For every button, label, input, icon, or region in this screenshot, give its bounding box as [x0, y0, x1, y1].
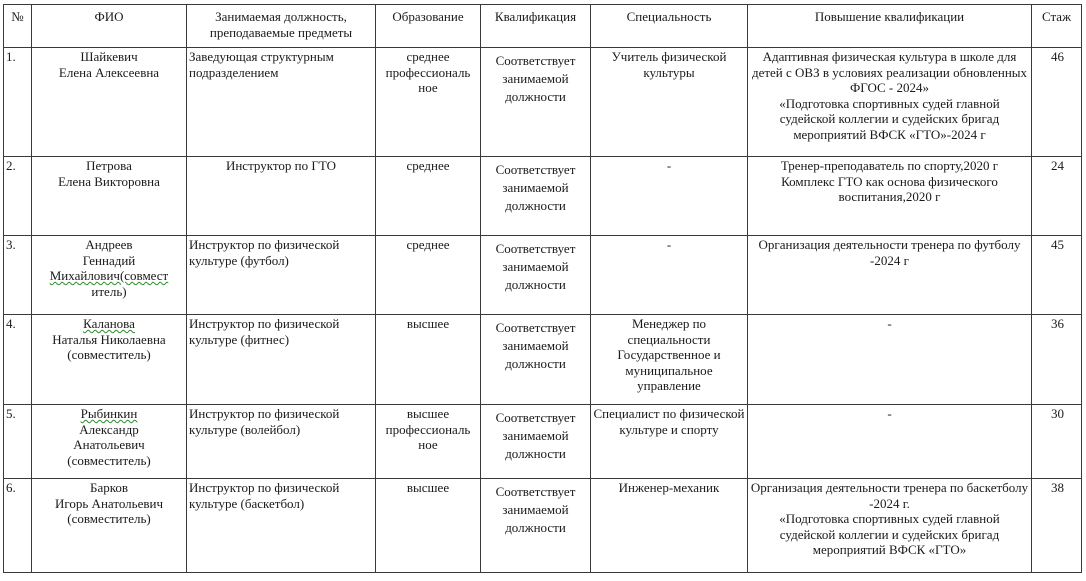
employee-experience: 24 [1032, 157, 1082, 236]
name-line: Барков [89, 480, 129, 495]
name-line: Александр [79, 421, 139, 437]
employee-name [32, 405, 187, 479]
header-num: № [4, 5, 32, 48]
qualification-line: занимаемой [502, 71, 569, 86]
employee-position: Инструктор по физической культуре (баскетбол) [187, 479, 376, 573]
education-line: профессиональ [385, 421, 471, 437]
row-number: 5. [4, 405, 32, 479]
name-line: Андреев [85, 237, 133, 252]
employee-position: Инструктор по физической культуре (фитнес) [187, 315, 376, 405]
qualification-line: должности [505, 356, 566, 371]
course-line: «Подготовка спортивных судей главной судейской коллегии и судейских бригад мероприятий ВФСК «ГТО»-2024 г [779, 95, 1000, 142]
qualification-line: Соответствует [495, 484, 576, 499]
header-name: ФИО [32, 5, 187, 48]
education-line: высшее [406, 316, 450, 331]
employee-qualification [481, 479, 591, 573]
employee-experience: 45 [1032, 236, 1082, 315]
qualification-line: должности [505, 277, 566, 292]
employee-name [32, 236, 187, 315]
qualification-line: занимаемой [502, 259, 569, 274]
course-line: Тренер-преподаватель по спорту,2020 г [780, 158, 999, 173]
employee-name [32, 157, 187, 236]
employee-specialty: Учитель физической культуры [591, 48, 748, 157]
education-line: среднее [406, 158, 450, 173]
qualification-line: Соответствует [495, 410, 576, 425]
qualification-line: должности [505, 89, 566, 104]
employee-education [376, 157, 481, 236]
name-line: Елена Викторовна [58, 173, 160, 189]
employee-qualification [481, 48, 591, 157]
employee-specialty: - [591, 157, 748, 236]
qualification-line: занимаемой [502, 502, 569, 517]
employee-position: Инструктор по физической культуре (футбол) [187, 236, 376, 315]
education-line: ное [418, 437, 438, 452]
employee-name [32, 479, 187, 573]
education-line: высшее [406, 480, 450, 495]
row-number: 2. [4, 157, 32, 236]
employee-qualification [481, 157, 591, 236]
header-qualification: Квалификация [481, 5, 591, 48]
education-line: среднее [406, 49, 450, 64]
education-line: профессиональ [385, 64, 471, 80]
qualification-line: Соответствует [495, 162, 576, 177]
employee-specialty: - [591, 236, 748, 315]
name-line: Каланова [83, 316, 135, 331]
employee-courses [748, 236, 1032, 315]
table-row [4, 157, 1082, 236]
header-education: Образование [376, 5, 481, 48]
education-line: высшее [406, 406, 450, 421]
row-number: 1. [4, 48, 32, 157]
name-line: Наталья Николаевна [52, 331, 166, 347]
course-line: Организация деятельности тренера по футболу -2024 г [758, 237, 1021, 268]
qualification-line: занимаемой [502, 338, 569, 353]
education-line: среднее [406, 237, 450, 252]
employee-specialty: Менеджер по специальности Государственное и муниципальное управление [591, 315, 748, 405]
employee-courses [748, 315, 1032, 405]
course-line: Адаптивная физическая культура в школе для детей с ОВЗ в условиях реализации обновленных ФГОС - 2024» [751, 49, 1028, 95]
employee-education [376, 405, 481, 479]
table-row [4, 405, 1082, 479]
row-number: 6. [4, 479, 32, 573]
employee-courses [748, 405, 1032, 479]
name-line: Анатольевич [73, 437, 145, 452]
table-row [4, 48, 1082, 157]
qualification-line: Соответствует [495, 241, 576, 256]
employee-education [376, 479, 481, 573]
employee-courses [748, 48, 1032, 157]
name-line: (совместитель) [67, 347, 151, 362]
employee-qualification [481, 315, 591, 405]
employee-experience: 38 [1032, 479, 1082, 573]
name-line: (совместитель) [67, 511, 151, 526]
qualification-line: должности [505, 446, 566, 461]
staff-table [3, 4, 1082, 573]
qualification-line: должности [505, 198, 566, 213]
name-line: Геннадий [82, 252, 136, 268]
employee-courses [748, 479, 1032, 573]
course-line: - [887, 406, 892, 421]
name-line: Елена Алексеевна [58, 64, 160, 80]
name-line: Петрова [86, 158, 132, 173]
name-line: Шайкевич [80, 49, 138, 64]
employee-education [376, 236, 481, 315]
employee-experience: 46 [1032, 48, 1082, 157]
employee-specialty: Специалист по физической культуре и спорту [591, 405, 748, 479]
name-line: Рыбинкин [80, 406, 138, 421]
name-line: (совместитель) [67, 452, 151, 468]
employee-position: Заведующая структурным подразделением [187, 48, 376, 157]
table-row [4, 236, 1082, 315]
course-line: - [887, 316, 892, 331]
table-row [4, 479, 1082, 573]
employee-courses [748, 157, 1032, 236]
employee-name [32, 48, 187, 157]
row-number: 3. [4, 236, 32, 315]
table-row [4, 315, 1082, 405]
name-line: Игорь Анатольевич [54, 495, 163, 511]
qualification-line: должности [505, 520, 566, 535]
employee-experience: 36 [1032, 315, 1082, 405]
education-line: ное [418, 80, 438, 95]
qualification-line: Соответствует [495, 320, 576, 335]
header-row [4, 5, 1082, 48]
qualification-line: занимаемой [502, 428, 569, 443]
header-experience: Стаж [1032, 5, 1082, 48]
qualification-line: Соответствует [495, 53, 576, 68]
row-number: 4. [4, 315, 32, 405]
employee-experience: 30 [1032, 405, 1082, 479]
header-courses: Повышение квалификации [748, 5, 1032, 48]
employee-education [376, 315, 481, 405]
employee-position: Инструктор по физической культуре (волейбол) [187, 405, 376, 479]
employee-education [376, 48, 481, 157]
course-line: Комплекс ГТО как основа физического воспитания,2020 г [781, 173, 998, 204]
course-line: «Подготовка спортивных судей главной судейской коллегии и судейских бригад мероприятий ВФСК «ГТО» [779, 511, 1000, 557]
employee-name [32, 315, 187, 405]
employee-qualification [481, 236, 591, 315]
course-line: Организация деятельности тренера по баскетболу -2024 г. [750, 480, 1029, 511]
header-specialty: Специальность [591, 5, 748, 48]
header-position: Занимаемая должность, преподаваемые предметы [187, 5, 376, 48]
name-line: итель) [91, 283, 127, 299]
name-line: Михайлович(совмест [49, 268, 169, 283]
employee-qualification [481, 405, 591, 479]
employee-specialty: Инженер-механик [591, 479, 748, 573]
qualification-line: занимаемой [502, 180, 569, 195]
employee-position: Инструктор по ГТО [187, 157, 376, 236]
